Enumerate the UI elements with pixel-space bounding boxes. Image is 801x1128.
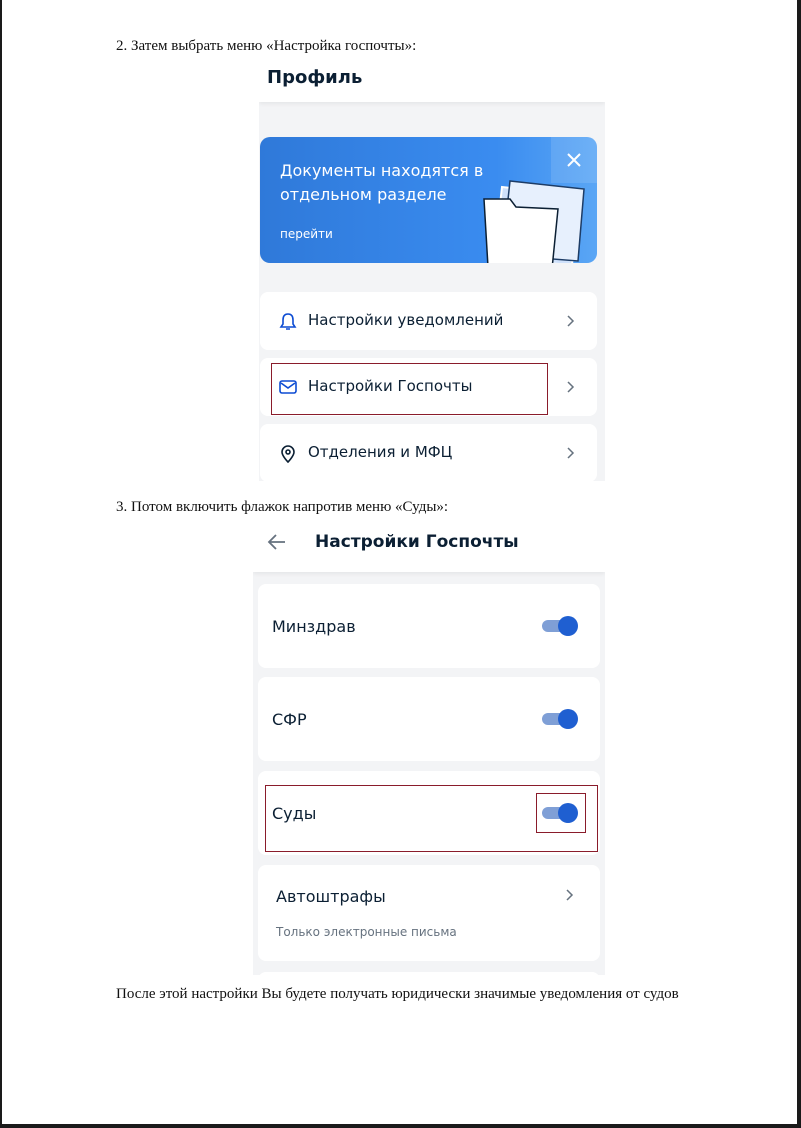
menu-item-label: Настройки уведомлений xyxy=(308,311,504,329)
page-title: Профиль xyxy=(267,67,363,88)
document-page xyxy=(2,0,797,1124)
profile-screenshot xyxy=(259,56,605,481)
chevron-right-icon xyxy=(567,315,575,327)
toggle-knob xyxy=(558,616,578,636)
setting-row-autofines[interactable] xyxy=(258,865,600,961)
profile-header xyxy=(259,56,605,102)
minzdrav-toggle[interactable] xyxy=(542,616,576,636)
setting-row-minzdrav xyxy=(258,584,600,668)
setting-label: Суды xyxy=(272,804,317,823)
banner-title: Документы находятся в отдельном разделе xyxy=(280,161,484,204)
menu-item-label: Настройки Госпочты xyxy=(308,377,473,395)
menu-item-label: Отделения и МФЦ xyxy=(308,443,453,461)
setting-row-sfr xyxy=(258,677,600,761)
close-icon xyxy=(567,153,581,167)
banner-go-link[interactable]: перейти xyxy=(280,227,333,241)
setting-label: Автоштрафы xyxy=(276,887,386,906)
gospochta-settings-screenshot xyxy=(253,520,605,975)
chevron-right-icon xyxy=(567,381,575,393)
setting-row-partial xyxy=(258,972,600,975)
setting-label: СФР xyxy=(272,710,307,729)
back-arrow-icon[interactable] xyxy=(267,533,287,551)
chevron-right-icon xyxy=(566,889,574,901)
step-2-instruction: 2. Затем выбрать меню «Настройка госпочты»: xyxy=(116,38,417,54)
page-title: Настройки Госпочты xyxy=(315,532,519,552)
bell-icon xyxy=(278,312,298,332)
menu-item-offices-mfc[interactable] xyxy=(260,424,597,481)
highlight-frame xyxy=(271,363,548,415)
highlight-frame xyxy=(536,793,586,833)
location-pin-icon xyxy=(278,444,298,464)
setting-label: Минздрав xyxy=(272,617,356,636)
documents-banner[interactable] xyxy=(260,137,597,263)
toggle-knob xyxy=(558,709,578,729)
sfr-toggle[interactable] xyxy=(542,709,576,729)
menu-item-notification-settings[interactable] xyxy=(260,292,597,350)
chevron-right-icon xyxy=(567,447,575,459)
banner-close-button[interactable] xyxy=(551,137,597,183)
step-3-instruction: 3. Потом включить флажок напротив меню «Суды»: xyxy=(116,499,449,515)
folder-icon xyxy=(480,177,590,263)
settings-header xyxy=(253,520,605,572)
conclusion-text: После этой настройки Вы будете получать юридически значимые уведомления от судов xyxy=(116,986,679,1002)
setting-subtitle: Только электронные письма xyxy=(276,925,457,939)
